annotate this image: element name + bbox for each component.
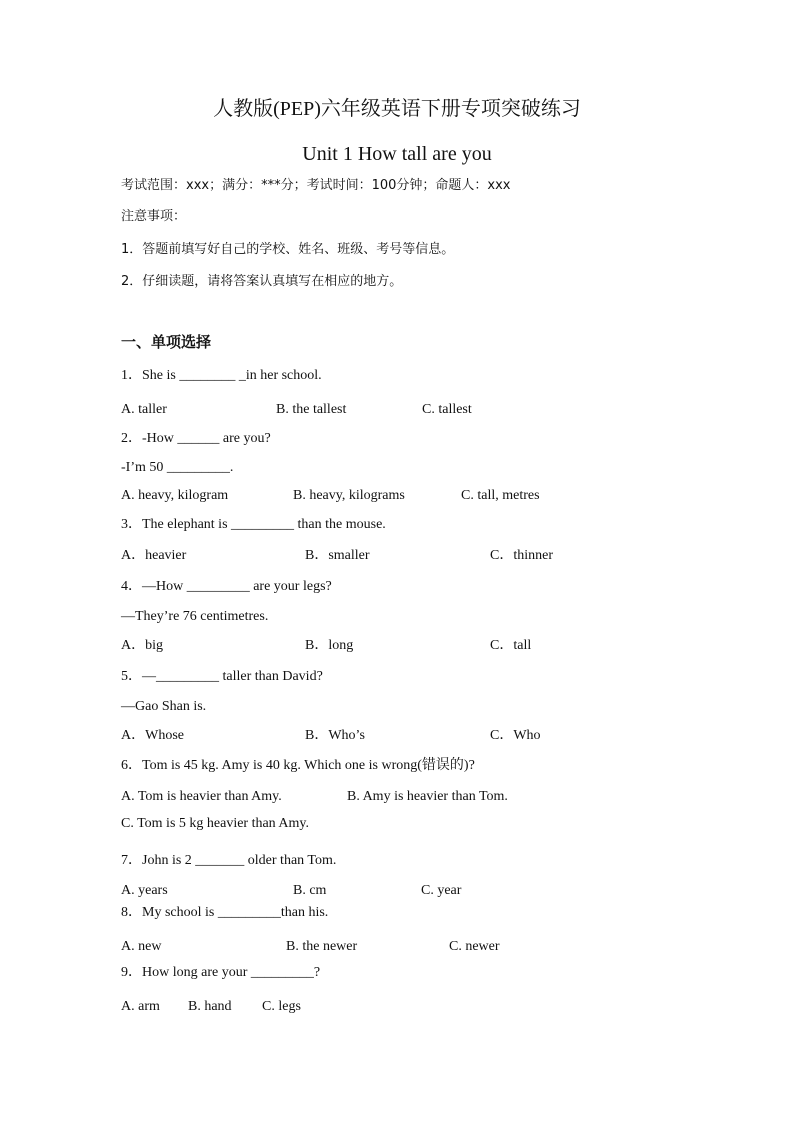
question-text: 4．—How _________ are your legs? [121, 579, 332, 594]
question-text: 1．She is ________ _in her school. [121, 368, 322, 383]
option-a: A. years [121, 883, 168, 898]
option-c: C. tallest [422, 402, 472, 417]
option-a: A. taller [121, 402, 167, 417]
option-a: A. Tom is heavier than Amy. [121, 789, 282, 804]
option-a: A. arm [121, 999, 160, 1014]
option-b: B. hand [188, 999, 232, 1014]
question-text: —Gao Shan is. [121, 699, 207, 714]
option-c: C. newer [449, 939, 500, 954]
question-text: -I’m 50 _________. [121, 460, 234, 475]
option-b: B. the newer [286, 939, 358, 954]
question-text: 7．John is 2 _______ older than Tom. [121, 853, 337, 868]
option-b: B. heavy, kilograms [293, 488, 405, 503]
option-b: B．smaller [305, 548, 370, 563]
notice-item: 2．仔细读题，请将答案认真填写在相应的地方。 [121, 274, 403, 289]
option-b: B. cm [293, 883, 327, 898]
question-text: 3．The elephant is _________ than the mouse. [121, 517, 386, 532]
option-b: B. Amy is heavier than Tom. [347, 789, 508, 804]
option-a: A．heavier [121, 548, 187, 563]
option-c: C．thinner [490, 548, 553, 563]
option-c: C. year [421, 883, 462, 898]
option-c: C. legs [262, 999, 301, 1014]
question-text: 5．—_________ taller than David? [121, 669, 323, 684]
option-c: C．tall [490, 638, 532, 653]
option-b: B. the tallest [276, 402, 347, 417]
option-c: C．Who [490, 728, 541, 743]
option-a: A. new [121, 939, 162, 954]
page-title: 人教版(PEP)六年级英语下册专项突破练习 [213, 98, 581, 120]
notice-title: 注意事项： [121, 209, 187, 224]
question-text: 8．My school is _________than his. [121, 905, 329, 920]
option-b: B．long [305, 638, 354, 653]
page-subtitle: Unit 1 How tall are you [302, 143, 492, 165]
notice-item: 1．答题前填写好自己的学校、姓名、班级、考号等信息。 [121, 242, 455, 257]
section-title: 一、单项选择 [121, 333, 212, 351]
question-text: 9．How long are your _________? [121, 965, 321, 980]
question-text: —They’re 76 centimetres. [121, 609, 269, 624]
option-a: A. heavy, kilogram [121, 488, 229, 503]
exam-info: 考试范围：xxx；满分：***分；考试时间：100分钟；命题人：xxx [121, 178, 511, 193]
option-a: A．big [121, 638, 163, 653]
option-c: C. tall, metres [461, 488, 540, 503]
question-text: 2．-How ______ are you? [121, 431, 271, 446]
option-a: A．Whose [121, 728, 184, 743]
option-b: B．Who’s [305, 728, 365, 743]
question-text: 6．Tom is 45 kg. Amy is 40 kg. Which one is wrong(错误的)? [121, 758, 475, 773]
option-c: C. Tom is 5 kg heavier than Amy. [121, 816, 310, 831]
